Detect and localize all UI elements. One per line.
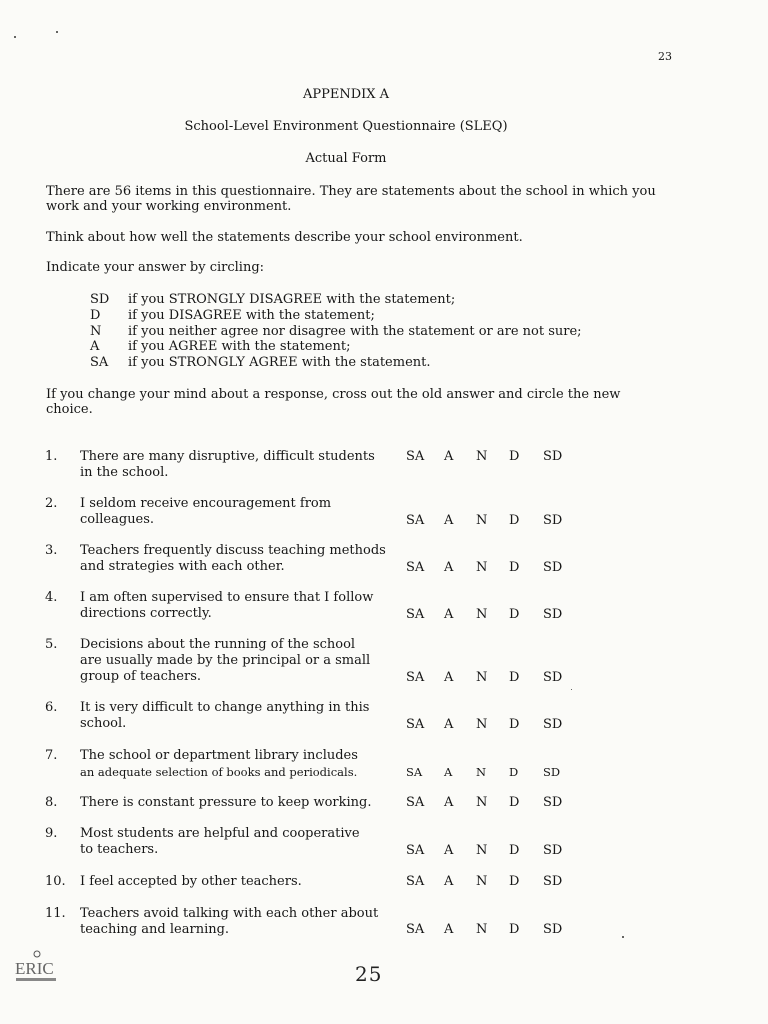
- item-statement-line: The school or department library includes: [80, 748, 358, 763]
- legend-row: [90, 292, 582, 308]
- response-option-a[interactable]: A: [444, 922, 454, 937]
- response-option-sa[interactable]: SA: [406, 670, 425, 685]
- response-option-d[interactable]: D: [509, 795, 520, 810]
- item-statement: [80, 874, 380, 890]
- response-option-n[interactable]: N: [476, 795, 488, 810]
- response-legend: [90, 292, 582, 371]
- response-option-d[interactable]: D: [509, 765, 519, 779]
- scan-speck: [622, 936, 624, 938]
- response-option-sa[interactable]: SA: [406, 607, 425, 622]
- item-statement-line: to teachers.: [80, 842, 159, 857]
- legend-code: SD: [90, 292, 110, 307]
- eric-logo-text: ERIC: [15, 959, 54, 978]
- scan-speck: [571, 689, 572, 690]
- response-option-n[interactable]: N: [476, 874, 488, 889]
- response-option-sa[interactable]: SA: [406, 513, 425, 528]
- instruction-think: Think about how well the statements describe your school environment.: [46, 230, 523, 245]
- response-option-sa[interactable]: SA: [406, 795, 425, 810]
- response-option-sa[interactable]: SA: [406, 449, 425, 464]
- item-statement-line: are usually made by the principal or a small: [80, 653, 371, 668]
- form-label: Actual Form: [305, 151, 387, 166]
- response-option-a[interactable]: A: [444, 670, 454, 685]
- response-option-a[interactable]: A: [444, 843, 454, 858]
- legend-text: if you STRONGLY AGREE with the statement.: [128, 355, 431, 371]
- item-statement-line: an adequate selection of books and periodicals.: [80, 765, 358, 779]
- legend-code: SA: [90, 355, 109, 371]
- response-option-d[interactable]: D: [509, 922, 520, 937]
- response-option-sd[interactable]: SD: [543, 765, 561, 779]
- item-statement: [80, 449, 380, 481]
- item-statement-line: I am often supervised to ensure that I follow: [80, 590, 374, 605]
- item-number: 3.: [45, 543, 58, 558]
- item-statement-line: Teachers frequently discuss teaching methods: [80, 543, 386, 558]
- response-option-sd[interactable]: SD: [543, 795, 563, 810]
- instruction-change: If you change your mind about a response, cross out the old answer and circle the new choice.: [46, 387, 621, 417]
- item-statement: [80, 826, 380, 858]
- item-statement: [80, 795, 380, 811]
- item-number: 4.: [45, 590, 58, 605]
- response-option-sd[interactable]: SD: [543, 449, 563, 464]
- response-option-d[interactable]: D: [509, 513, 520, 528]
- item-statement: [80, 543, 386, 575]
- response-option-n[interactable]: N: [476, 607, 488, 622]
- legend-code: A: [90, 339, 100, 355]
- response-option-sa[interactable]: SA: [406, 717, 425, 732]
- instruction-circle: Indicate your answer by circling:: [46, 260, 265, 275]
- response-option-d[interactable]: D: [509, 670, 520, 685]
- response-option-sa[interactable]: SA: [406, 922, 425, 937]
- response-option-d[interactable]: D: [509, 874, 520, 889]
- response-option-d[interactable]: D: [509, 843, 520, 858]
- item-statement-line: Most students are helpful and cooperative: [80, 826, 360, 841]
- legend-code: N: [90, 323, 102, 339]
- item-number: 1.: [45, 449, 58, 464]
- legend-code: D: [90, 307, 101, 323]
- legend-text: if you neither agree nor disagree with the statement or are not sure;: [128, 323, 582, 339]
- legend-text: if you DISAGREE with the statement;: [128, 307, 375, 323]
- item-number: 9.: [45, 826, 58, 841]
- item-statement-line: colleagues.: [80, 512, 155, 527]
- item-number: 2.: [45, 496, 58, 511]
- item-number: 5.: [45, 637, 58, 652]
- response-option-d[interactable]: D: [509, 717, 520, 732]
- response-option-sa[interactable]: SA: [406, 874, 425, 889]
- response-option-n[interactable]: N: [476, 765, 487, 779]
- item-statement-line: and strategies with each other.: [80, 559, 285, 574]
- response-option-a[interactable]: A: [444, 607, 454, 622]
- response-option-sa[interactable]: SA: [406, 765, 423, 779]
- response-option-a[interactable]: A: [444, 874, 454, 889]
- response-option-a[interactable]: A: [444, 449, 454, 464]
- legend-row: [90, 324, 582, 340]
- response-option-sd[interactable]: SD: [543, 717, 563, 732]
- item-statement-line: school.: [80, 716, 127, 731]
- item-statement: [80, 700, 380, 732]
- response-option-sd[interactable]: SD: [543, 922, 563, 937]
- item-statement-line: Decisions about the running of the school: [80, 637, 356, 652]
- item-statement-line: There is constant pressure to keep working.: [80, 795, 372, 810]
- item-statement-line: I feel accepted by other teachers.: [80, 874, 302, 889]
- response-option-sa[interactable]: SA: [406, 560, 425, 575]
- item-statement-line: Teachers avoid talking with each other about: [80, 906, 379, 921]
- response-option-a[interactable]: A: [444, 717, 454, 732]
- item-statement-line: I seldom receive encouragement from: [80, 496, 332, 511]
- item-statement-line: It is very difficult to change anything in this: [80, 700, 370, 715]
- response-option-a[interactable]: A: [444, 795, 454, 810]
- response-option-a[interactable]: A: [444, 513, 454, 528]
- survey-title: School-Level Environment Questionnaire (SLEQ): [184, 119, 508, 134]
- item-statement-line: directions correctly.: [80, 606, 212, 621]
- footer-page-number: 25: [355, 962, 383, 986]
- response-option-n[interactable]: N: [476, 922, 488, 937]
- legend-row: [90, 355, 582, 371]
- eric-logo: [14, 950, 60, 986]
- response-option-d[interactable]: D: [509, 560, 520, 575]
- legend-text: if you AGREE with the statement;: [128, 339, 351, 355]
- response-option-sd[interactable]: SD: [543, 607, 563, 622]
- item-statement-line: teaching and learning.: [80, 922, 230, 937]
- item-number: 7.: [45, 748, 58, 763]
- item-number: 8.: [45, 795, 58, 810]
- response-option-a[interactable]: A: [444, 765, 453, 779]
- response-option-sd[interactable]: SD: [543, 513, 563, 528]
- response-option-n[interactable]: N: [476, 717, 488, 732]
- response-option-d[interactable]: D: [509, 607, 520, 622]
- response-option-n[interactable]: N: [476, 560, 488, 575]
- response-option-sd[interactable]: SD: [543, 560, 563, 575]
- item-number: 6.: [45, 700, 58, 715]
- item-statement: [80, 496, 380, 528]
- item-statement-line: There are many disruptive, difficult students: [80, 449, 375, 464]
- scan-speck: [14, 36, 16, 38]
- legend-row: [90, 339, 582, 355]
- item-statement: [80, 748, 380, 780]
- item-statement: [80, 590, 380, 622]
- legend-text: if you STRONGLY DISAGREE with the statement;: [128, 292, 456, 307]
- intro-paragraph: There are 56 items in this questionnaire. They are statements about the school in which you work and your working environment.: [46, 184, 656, 214]
- item-number: 10.: [45, 874, 66, 889]
- page-number: 23: [658, 50, 672, 63]
- response-option-a[interactable]: A: [444, 560, 454, 575]
- item-statement-line: group of teachers.: [80, 669, 201, 684]
- scan-speck: [56, 31, 58, 33]
- legend-row: [90, 308, 582, 324]
- response-option-sd[interactable]: SD: [543, 874, 563, 889]
- item-number: 11.: [45, 906, 66, 921]
- appendix-title: APPENDIX A: [302, 87, 390, 102]
- response-option-sd[interactable]: SD: [543, 670, 563, 685]
- response-option-n[interactable]: N: [476, 670, 488, 685]
- response-option-n[interactable]: N: [476, 843, 488, 858]
- response-option-n[interactable]: N: [476, 449, 488, 464]
- response-option-sd[interactable]: SD: [543, 843, 563, 858]
- response-option-sa[interactable]: SA: [406, 843, 425, 858]
- item-statement: [80, 637, 380, 685]
- item-statement-line: in the school.: [80, 465, 169, 480]
- response-option-d[interactable]: D: [509, 449, 520, 464]
- item-statement: [80, 906, 380, 938]
- response-option-n[interactable]: N: [476, 513, 488, 528]
